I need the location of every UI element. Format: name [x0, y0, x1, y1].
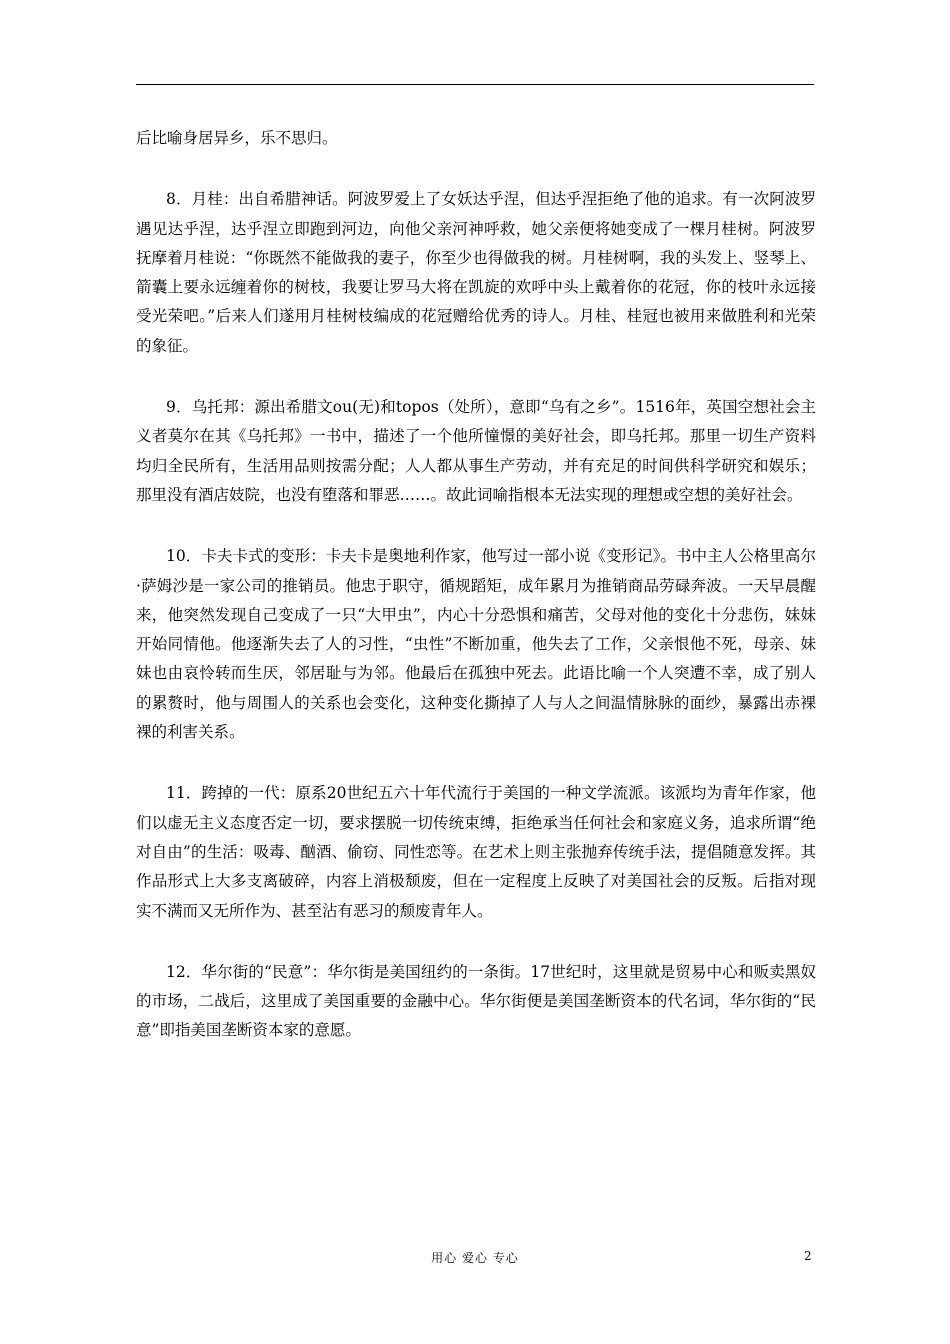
page-number: 2: [804, 1249, 812, 1263]
footer-motto: 用心 爱心 专心: [431, 1251, 519, 1265]
paragraph-continuation: 后比喻身居异乡，乐不思归。: [136, 129, 338, 147]
paragraph-laurel: 8．月桂：出自希腊神话。阿波罗爱上了女妖达乎涅，但达乎涅拒绝了他的追求。有一次阿波罗遇见达乎涅，达乎涅立即跑到河边，向他父亲河神呼救，她父亲便将她变成了一棵月桂树。阿波罗抚摩着月桂说：“你既然不能做我的妻子，你至少也得做我的树。月桂树啊，我的头发上、竖琴上、箭囊上要永远缠着你的树枝，我要让罗马大将在凯旋的欢呼中头上戴着你的花冠，你的枝叶永远接受光荣吧。”后来人们遂用月桂树枝编成的花冠赠给优秀的诗人。月桂、桂冠也被用来做胜利和光荣的象征。: [136, 190, 816, 355]
document-body: [136, 124, 816, 1046]
paragraph-kafka: 10．卡夫卡式的变形：卡夫卡是奥地利作家，他写过一部小说《变形记》。书中主人公格里高尔·萨姆沙是一家公司的推销员。他忠于职守，循规蹈矩，成年累月为推销商品劳碌奔波。一天早晨醒来，他突然发现自己变成了一只“大甲虫”，内心十分恐惧和痛苦，父母对他的变化十分悲伤，妹妹开始同情他。他逐渐失去了人的习性，“虫性”不断加重，他失去了工作，父亲恨他不死，母亲、妹妹也由哀怜转而生厌，邻居耻与为邻。他最后在孤独中死去。此语比喻一个人突遭不幸，成了别人的累赘时，他与周围人的关系也会变化，这种变化撕掉了人与人之间温情脉脉的面纱，暴露出赤裸裸的利害关系。: [136, 547, 816, 742]
paragraph-utopia: 9．乌托邦：源出希腊文ou(无)和topos（处所），意即“乌有之乡”。1516年，英国空想社会主义者莫尔在其《乌托邦》一书中，描述了一个他所憧憬的美好社会，即乌托邦。那里一切生产资料均归全民所有，生活用品则按需分配；人人都从事生产劳动，并有充足的时间供科学研究和娱乐；那里没有酒店妓院，也没有堕落和罪恶……。故此词喻指根本无法实现的理想或空想的美好社会。: [136, 398, 816, 504]
paragraph-wall-street: 12．华尔街的“民意”：华尔街是美国纽约的一条街。17世纪时，这里就是贸易中心和贩卖黑奴的市场，二战后，这里成了美国重要的金融中心。华尔街便是美国垄断资本的代名词，华尔街的“民意”即指美国垄断资本家的意愿。: [136, 962, 816, 1040]
header-rule: [136, 84, 814, 85]
paragraph-beat-generation: 11．跨掉的一代：原系20世纪五六十年代流行于美国的一种文学流派。该派均为青年作家，他们以虚无主义态度否定一切，要求摆脱一切传统束缚，拒绝承当任何社会和家庭义务，追求所谓“绝对自由”的生活：吸毒、酗酒、偷窃、同性恋等。在艺术上则主张抛弃传统手法，提倡随意发挥。其作品形式上大多支离破碎，内容上消极颓废，但在一定程度上反映了对美国社会的反叛。后指对现实不满而又无所作为、甚至沾有恶习的颓废青年人。: [136, 784, 816, 920]
